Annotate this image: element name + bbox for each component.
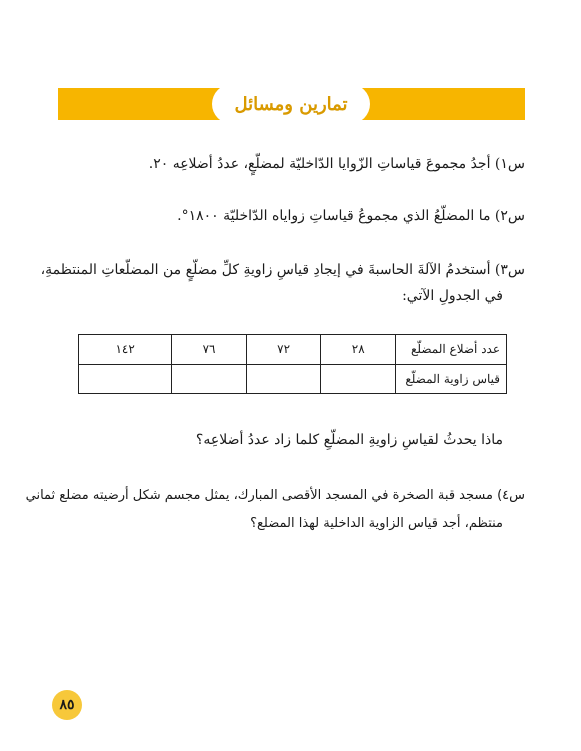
header-pill xyxy=(212,84,370,124)
page-number-badge xyxy=(52,690,82,720)
question-4-line-1: س٤) مسجد قبة الصخرة في المسجد الأقصى المبارك، يمثل مجسم شكل أرضيته مضلع ثماني xyxy=(25,488,525,503)
question-3-line-2: في الجدولِ الآتي: xyxy=(402,288,503,304)
table-cell: ٧٦ xyxy=(172,335,247,365)
page-number: ٨٥ xyxy=(59,697,75,713)
table-row-header-sides: عدد أضلاع المضلّع xyxy=(396,335,507,365)
table-cell: ٧٢ xyxy=(246,335,321,365)
table-cell: ٢٨ xyxy=(321,335,396,365)
table-cell xyxy=(321,364,396,394)
question-3-line-1: س٣) أستخدمُ الآلةَ الحاسبةَ في إيجادِ قياسِ زاويةِ كلِّ مضلّعٍ من المضلّعاتِ المنتظمةِ، xyxy=(40,262,525,278)
polygon-table xyxy=(78,334,507,394)
table-cell: ١٤٢ xyxy=(79,335,172,365)
question-2: س٢) ما المضلّعُ الذي مجموعُ قياساتِ زواياه الدّاخليّة ١٨٠٠°. xyxy=(177,208,525,224)
table-row xyxy=(79,335,507,365)
table-cell xyxy=(246,364,321,394)
section-title: تمارين ومسائل xyxy=(234,93,348,115)
question-1: س١) أجدُ مجموعَ قياساتِ الزّوايا الدّاخليّة لمضلّعٍ، عددُ أضلاعِه ٢٠. xyxy=(148,156,525,172)
question-4-line-2: منتظم، أجد قياس الزاوية الداخلية لهذا المضلع؟ xyxy=(250,516,503,531)
table-cell xyxy=(79,364,172,394)
table-cell xyxy=(172,364,247,394)
question-3-followup: ماذا يحدثُ لقياسِ زاويةِ المضلّعِ كلما زاد عددُ أضلاعِه؟ xyxy=(195,432,503,448)
table-row xyxy=(79,364,507,394)
table-row-header-angle: قياس زاوية المضلّع xyxy=(396,364,507,394)
